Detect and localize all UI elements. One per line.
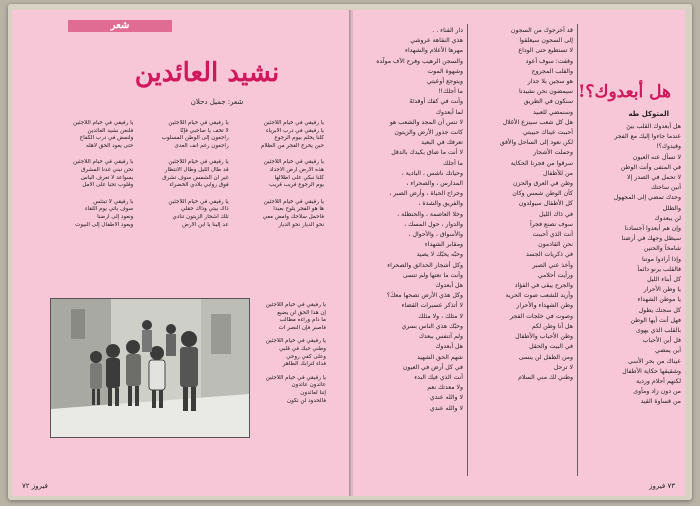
poem-line: لا ترحل	[553, 363, 573, 371]
stanza-line: فداء لترابك الطاهر	[282, 361, 326, 368]
refugee-children-photo	[50, 298, 250, 438]
poem-line: وحملت الأشجار	[533, 149, 573, 157]
stanza-line: قد طال الليل وطال الانتظار	[164, 166, 229, 173]
poem-line: لا تنس أن المجد والشعب هو	[389, 118, 463, 126]
poem-line: وإذا أرادوا موتنا	[642, 255, 681, 263]
poem-line: والقلب المجروح	[531, 67, 573, 75]
poem-line: والدوار ، حول المسك ،	[404, 220, 463, 228]
poem-line: وشهوة الموت	[427, 67, 463, 75]
poem-line: وإن هم أبعدوا أجسادنا	[624, 225, 681, 233]
poem-line: وطن الأحباب والأطفال	[515, 333, 573, 341]
poem-line: ما أجلك!!	[438, 88, 463, 96]
stanza-line: يا رفيقي في درب الأبرياء	[265, 127, 324, 134]
stanza-line: غير أن الشمس سوف تشرق	[162, 174, 229, 181]
poem-line: المدارس ، والصحراء ،	[406, 180, 463, 188]
poem-line: لكن نعود إلى الساحل والأفق	[499, 139, 573, 147]
stanza	[46, 120, 133, 150]
poem-line: سيظل وجهك في أرضنا	[621, 235, 681, 243]
poem-line: لا تستطيع حتى الوداع	[518, 47, 573, 55]
stanza-line: وعلى كفي روحي	[286, 353, 326, 360]
poem-line: قل أين الأحباب	[642, 337, 681, 345]
poem-line: يا وطن الأحرار	[643, 286, 681, 294]
poem-byline: شعر: جميل دحلان	[190, 98, 244, 106]
stanza	[237, 199, 324, 229]
poem-line: نحن القادمون	[538, 241, 573, 249]
magazine-spread	[8, 4, 692, 500]
poem-line: كل الأطفال سيولدون	[518, 200, 573, 208]
poem-line: سيمضون نحن نشيدنا	[518, 88, 573, 96]
stanza-line: يا رفيقي في خيام اللاجئين	[73, 120, 134, 126]
stanza-line: ونعود إلى أرضنا	[97, 213, 134, 220]
left-page	[12, 10, 351, 496]
poem-line: من دون زاد ومأوى	[633, 388, 681, 396]
poem-line: سنكون في الطريق	[523, 98, 573, 106]
poem-line: وجراح الحياة ، وأرض الصبر ،	[389, 190, 463, 198]
photo-illustration	[51, 299, 249, 437]
poem-line: أحببت عيناك حبيبتي	[522, 129, 573, 137]
poem-line: وسنمضي للعبيد	[532, 108, 573, 116]
poem-line: لا تحمل في الصدر إلا	[627, 174, 681, 182]
poem-line: وحدك تمضي إلى المجهول	[613, 194, 681, 202]
poem-line: لن يبعدوك	[654, 214, 681, 222]
poem-line: كأن الوطن شمس وكان	[512, 190, 573, 198]
stanza-column-middle	[141, 120, 228, 300]
poem-line: في كل أرض في العيون	[402, 363, 463, 371]
stanza	[256, 338, 326, 368]
poem-line: ولا معدتك نعم	[427, 384, 463, 392]
poem-title: نشيد العائدين	[134, 58, 280, 88]
stanza-grid	[46, 120, 324, 300]
stanza-line: ولنمض في درب الكفاح	[79, 135, 134, 142]
poem-line: وصوت في خلجات الفجر	[510, 312, 573, 320]
stanza-line: بسواعد لا تعرف اليأس	[80, 174, 134, 181]
stanza	[256, 302, 326, 332]
poem-column-middle	[471, 26, 573, 383]
poem-line: في المنفى وأنت الوطن	[620, 163, 681, 171]
stanza	[141, 199, 228, 229]
poem-line: لا أتذكر عسبرات القضاء	[401, 302, 463, 310]
stanza-line: وطني حبك في قلبي	[279, 345, 326, 352]
poem-line: وأريد للشعب صوت الحرية	[505, 292, 573, 300]
stanza-line: لا تخف يا صاحبي فإنّا	[180, 127, 229, 134]
poem-line: عيناك من بحر الأسى	[627, 357, 681, 365]
stanza-line: يا رفيقي في خيام اللاجئين	[263, 120, 324, 126]
stanza-line: وقلوب تحيا على الأمل	[82, 182, 134, 189]
stanza-line: تلك أشجار الزيتون تنادي	[172, 213, 229, 220]
poem-line: أين يمضي	[655, 347, 681, 355]
poem-line: وأنت ما نعتها ولم تنسى	[402, 271, 463, 279]
poem-line: هذي النقاهة عروشي	[410, 37, 463, 45]
stanza-line: سوف يأتي يوم اللقاء	[84, 206, 134, 213]
poem-line: قد أخرجوك من السجون	[510, 27, 573, 34]
poem-line: لما أبعدوك	[435, 108, 463, 116]
poem-line: ومقابر الشهداء	[424, 241, 463, 249]
poem-line: والأسواق ، والأحوال ،	[408, 231, 463, 239]
stanza-line: فاصبر فإن النصر آت	[278, 324, 326, 331]
poem-line: وأنت في كفك أوقدتَهُ	[409, 98, 463, 106]
stanza-line: يا رفيقي في خيام اللاجئين	[265, 338, 326, 345]
poem-line: فهل أنت أيها الوطن	[630, 316, 681, 324]
poem-line: والجرح يبقى في الفؤاد	[514, 282, 573, 290]
poem-line: في ذكريات الجسد	[526, 251, 573, 259]
poem-line: وأخذ عني الصبر	[532, 261, 573, 269]
stanza-line: فلنغن نشيد العائدين	[87, 127, 134, 134]
stanza	[256, 375, 326, 405]
poem-line: سوف نصنع فجراً	[529, 220, 573, 228]
stanza-line: إننا لعائدون	[300, 389, 326, 396]
poem-line: هو سجين بلا جدار	[527, 78, 573, 86]
stanza-line: ها هو الفجر يلوح بعيداً	[273, 206, 324, 213]
stanza-line: يا رفيقي في خيام اللاجئين	[265, 374, 326, 381]
poem-line: وقيدوك؟!	[656, 143, 681, 151]
poem-line: ولم أتنفس ببعدك	[418, 333, 463, 341]
poem-column-right	[581, 122, 681, 408]
stanza-line: يا رفيقي في خيام اللاجئين	[73, 159, 134, 166]
poem-line: لكنهم أحلام وردية	[636, 378, 681, 386]
poem-line: من قساوة القيد	[640, 398, 681, 406]
poem-line: لا والله عندي	[429, 404, 463, 412]
stanza	[237, 120, 324, 150]
stanza	[237, 159, 324, 189]
poem-line: هل أبعدوك	[435, 282, 463, 290]
stanza-column-right	[237, 120, 324, 300]
poem-line: شامخاً والحنين	[643, 245, 681, 253]
poem-line: ورأيت أحلامي	[537, 271, 573, 279]
poem-line: وشقيقها حكاية الأطفال	[622, 367, 681, 375]
stanza-line: ما دام وراءه مطالب	[279, 317, 326, 324]
poem-line: وكل أشجار الحدائق والصحراء	[387, 261, 463, 269]
stanza-line: عد إلينا يا ابن الأرض	[182, 221, 229, 228]
stanza-line: راجعون إلى الوطن المسلوب	[161, 135, 229, 142]
stanza-line: هذه الأرض أرض الأجداد	[269, 166, 324, 173]
stanza-line: يا رفيقي في خيام اللاجئين	[168, 198, 229, 205]
poem-line: وخلا العاصمة ، والحنظلة ،	[397, 210, 463, 218]
poem-line: وحبّه يحبّك لا يصيد	[416, 251, 463, 259]
poem-line: لا تسأل عنه العيون	[632, 153, 681, 161]
right-page	[353, 10, 685, 496]
poem-line: هل أبعدوك	[435, 343, 463, 351]
poem-line: أنين ساحتك	[651, 184, 681, 192]
poem-line: والفريق والشدة ،	[418, 200, 463, 208]
poem-line: هل كل شعب سينزع الأغلال	[502, 118, 573, 126]
stanza-line: عائدون عائدون	[291, 382, 326, 389]
stanza-line: يا رفيقي في خيام اللاجئين	[168, 159, 229, 166]
stanza-line: فوق روابي بلادي الخضراء	[169, 182, 229, 189]
stanza-line: نحو الديار نحو الديار	[278, 221, 324, 228]
poem-line: وطني لك مني السلام	[518, 373, 573, 381]
stanza-line: كلنا نبكي على أطلالها	[274, 174, 324, 181]
stanza-line: حتى يعود الحق لأهله	[86, 142, 134, 149]
poem-line: مهرها الأعلام والشهداء	[405, 47, 463, 55]
poem-line: ومن الطفل لن ينسى	[518, 353, 573, 361]
poem-line: فالقلب يرنو دائماً	[637, 265, 681, 273]
poem-line: كل أبناء الليل	[647, 276, 681, 284]
right-poem-title: هل أبعدوك؟!	[577, 82, 671, 102]
poem-line: كانت جذور الأرض والزيتون	[394, 129, 463, 137]
stanza	[141, 120, 228, 150]
stanza-line: يا رفيقي في خيام اللاجئين	[265, 302, 326, 308]
page-number-left: فيروز ٧٢	[22, 482, 48, 490]
stanza-line: يا رفيقي في خيام اللاجئين	[263, 159, 324, 166]
right-poem-byline: المتوكل طه	[628, 110, 669, 118]
poem-line: إلى السجون سيغلقوا	[519, 37, 573, 45]
poem-line: تعرفك في البعيد	[421, 139, 463, 147]
photo-side-text	[256, 302, 326, 405]
column-divider	[467, 24, 468, 476]
stanza-line: إن هذا الحق لن يضيع	[277, 309, 326, 316]
poem-line: سرقوا من فجرنا الحكاية	[510, 159, 573, 167]
poem-column-left	[357, 26, 463, 414]
stanza-line: راجعون رغم أنف العدى	[174, 142, 229, 149]
section-tag: شعر	[68, 20, 172, 32]
poem-line: شهم الحق الشهيد	[417, 353, 463, 361]
poem-line: ويتوجع أوعيتي	[426, 78, 463, 86]
poem-line: وحبّك هذي الناس بسري	[401, 322, 463, 330]
poem-line: وقفت: سوف أعود	[525, 57, 573, 65]
stanza	[141, 159, 228, 189]
stanza-line: ذاك بيتي وذاك حقلي	[180, 206, 229, 213]
stanza-line: فاحمل سلاحك وامض معي	[262, 213, 324, 220]
stanza	[46, 159, 133, 189]
poem-line: وكل هذي الأرض تصحها معكَ؟	[386, 292, 463, 300]
poem-line: وحياتك ناشس ، البادية ،	[401, 169, 463, 177]
stanza-line: كلنا يحلم بيوم الرجوع	[274, 135, 324, 142]
stanza-line: يا رفيقي في خيام اللاجئين	[168, 120, 229, 126]
stanza-column-left	[46, 120, 133, 300]
stanza-line: يوم الرجوع قريب قريب	[269, 182, 324, 189]
stanza-line: نحن نبني غدنا المشرق	[80, 166, 134, 173]
stanza-line: فالحدود لن تكون	[287, 397, 326, 404]
poem-line: في ذاك الليل	[539, 210, 573, 218]
poem-line: هل أنا وطن لكم	[531, 322, 573, 330]
poem-line: أنت الذي فيك البدء	[414, 373, 463, 381]
poem-line: من للأطفال	[542, 169, 573, 177]
poem-line: عندما جاءوا إليك مع الفجر	[614, 133, 681, 141]
poem-line: وطن في العرق والحزن	[513, 180, 573, 188]
poem-line: والطلل	[662, 204, 681, 212]
poem-line: دار الفناء . .	[432, 27, 463, 34]
stanza-line: يا رفيقي لا تبتئس	[93, 198, 134, 205]
poem-line: والسجن الرهيب وفرح الآف مولّده	[376, 57, 463, 65]
poem-line: أنت الذي أحببت	[532, 231, 573, 239]
page-number-right: ٧٣ فيروز	[649, 482, 675, 490]
poem-line: لا مثلك ، ولا مثلك	[418, 312, 463, 320]
poem-line: هل أبعدوك القلب بينَ	[626, 123, 681, 130]
poem-line: وطن الشهداء والأحرار	[516, 302, 573, 310]
poem-line: يا موطن الشهداء	[637, 296, 681, 304]
stanza-line: ويعود الأطفال إلى البيوت	[75, 221, 134, 228]
poem-line: ما أجلك	[443, 159, 463, 167]
stanza-line: يا رفيقي في خيام اللاجئين	[263, 198, 324, 205]
poem-line: لا أنت ما ضاق بكيدك بالدقل	[391, 149, 463, 157]
stanza-line: حين يخرج الفجر من الظلام	[260, 142, 324, 149]
stanza	[46, 199, 133, 229]
poem-line: بالقلب الذي يهوى	[636, 327, 681, 335]
poem-line: لا والله عندي	[429, 394, 463, 402]
poem-line: كل سجنك يطول	[638, 306, 681, 314]
poem-line: في البيت والحقل	[529, 343, 573, 351]
